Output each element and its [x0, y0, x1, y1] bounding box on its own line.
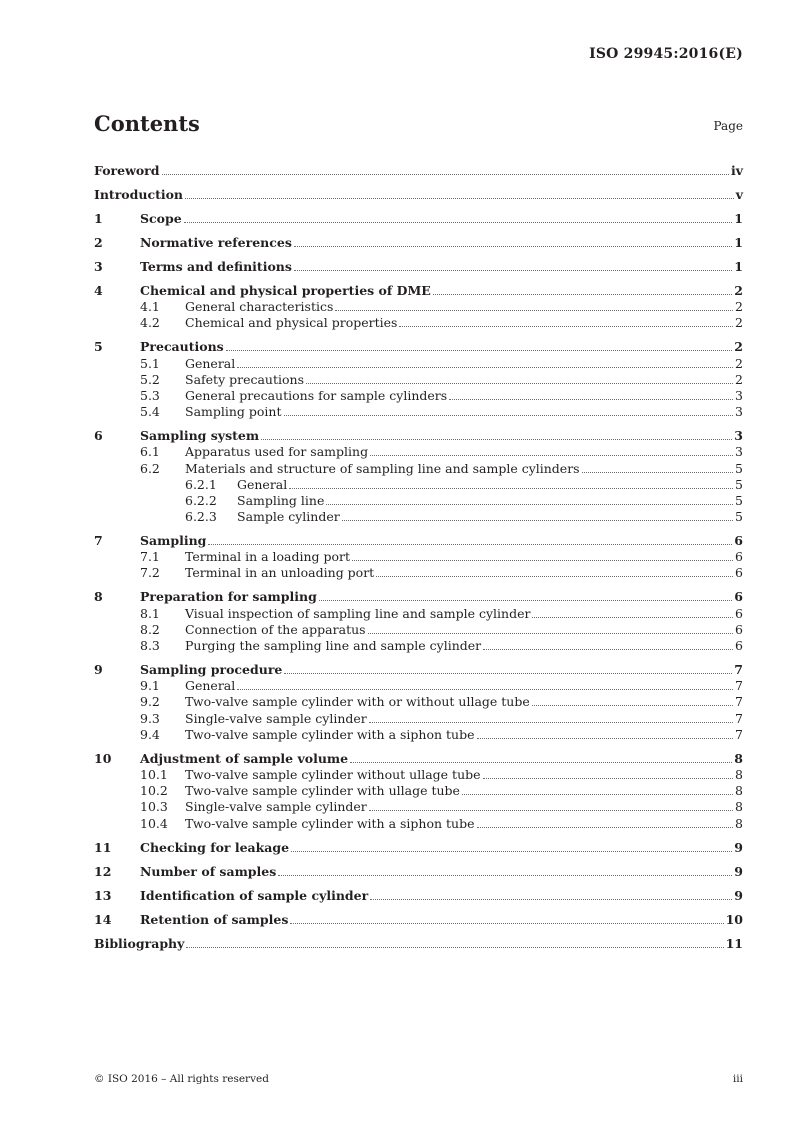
toc-entry-title: General characteristics [185, 299, 334, 315]
toc-entry-page: iv [730, 163, 743, 178]
toc-entry[interactable] [94, 477, 743, 493]
toc-entry[interactable] [94, 509, 743, 525]
toc-entry[interactable] [94, 388, 743, 404]
toc-entry-title: Apparatus used for sampling [185, 444, 369, 460]
dot-leader [284, 673, 732, 674]
dot-leader [184, 222, 733, 223]
dot-leader [162, 174, 729, 175]
toc-entry-number: 13 [94, 887, 112, 903]
toc-entry-number: 2 [94, 235, 103, 250]
dot-leader [326, 504, 733, 505]
toc-entry-title: Foreword [94, 163, 160, 178]
toc-entry[interactable] [94, 275, 743, 299]
dot-leader [294, 270, 732, 271]
toc-entry-page: 5 [735, 509, 743, 525]
toc-entry[interactable] [94, 460, 743, 476]
toc-entry-number: 9.3 [140, 710, 160, 726]
toc-entry[interactable] [94, 654, 743, 678]
toc-entry-number: 6.2 [140, 460, 160, 476]
toc-entry-number: 8.3 [140, 638, 160, 653]
toc-entry[interactable] [94, 315, 743, 331]
page-title: Contents [94, 111, 200, 136]
toc-entry-page: 6 [735, 605, 743, 621]
toc-entry-title: General [185, 678, 236, 694]
toc-entry[interactable] [94, 832, 743, 856]
toc-entry-title: Preparation for sampling [140, 589, 317, 605]
toc-entry-page: 5 [735, 476, 743, 492]
toc-entry-number: 4.2 [140, 315, 160, 331]
dot-leader [319, 600, 732, 601]
dot-leader [350, 762, 732, 763]
toc-entry-title: Chemical and physical properties [185, 315, 398, 331]
toc-entry-number: 10 [94, 750, 112, 766]
toc-entry[interactable] [94, 251, 743, 275]
toc-entry-number: 8.1 [140, 605, 160, 621]
toc-entry-page: 2 [735, 315, 743, 331]
toc-entry-page: 9 [734, 839, 743, 855]
toc-entry-page: 2 [734, 339, 743, 355]
toc-entry-number: 10.4 [140, 815, 168, 831]
dot-leader [462, 794, 733, 795]
toc-entry-title: Terminal in an unloading port [185, 565, 375, 581]
toc-entry[interactable] [94, 678, 743, 694]
toc-entry[interactable] [94, 710, 743, 726]
toc-entry[interactable] [94, 694, 743, 710]
toc-entry-number: 11 [94, 839, 112, 855]
toc-entry-number: 8.2 [140, 621, 160, 637]
toc-entry-title: Two-valve sample cylinder with a siphon tube [185, 726, 475, 742]
toc-entry-page: 1 [734, 235, 743, 250]
toc-entry-title: General precautions for sample cylinders [185, 387, 448, 403]
toc-entry-page: 2 [735, 299, 743, 315]
toc-entry-title: Number of samples [140, 863, 277, 879]
toc-entry[interactable] [94, 331, 743, 355]
toc-entry-number: 6.2.1 [185, 476, 217, 492]
toc-entry-page: 5 [735, 460, 743, 476]
toc-entry-page: 7 [735, 694, 743, 710]
dot-leader [477, 738, 734, 739]
toc-entry-page: 8 [735, 815, 743, 831]
toc-entry-page: 9 [734, 863, 743, 879]
toc-entry-number: 6.2.2 [185, 492, 217, 508]
toc-entry[interactable] [94, 565, 743, 581]
page-number: iii [732, 1073, 743, 1085]
toc-entry-title: General [185, 355, 236, 371]
toc-entry[interactable] [94, 622, 743, 638]
dot-leader [237, 367, 733, 368]
dot-leader [261, 439, 732, 440]
toc-entry-number: 3 [94, 259, 103, 274]
toc-entry-title: Normative references [140, 235, 292, 250]
toc-entry-page: 6 [735, 638, 743, 653]
dot-leader [226, 350, 733, 351]
toc-entry-title: Safety precautions [185, 371, 304, 387]
toc-entry-title: General [237, 476, 288, 492]
toc-entry-title: Chemical and physical properties of DME [140, 283, 431, 298]
toc-entry-title: Visual inspection of sampling line and sample cylinder [185, 605, 531, 621]
toc-entry[interactable] [94, 227, 743, 251]
toc-entry[interactable] [94, 880, 743, 904]
table-of-contents [94, 155, 743, 952]
toc-entry[interactable] [94, 203, 743, 227]
document-reference: ISO 29945:2016(E) [589, 46, 743, 62]
toc-entry-title: Materials and structure of sampling line and sample cylinders [185, 460, 580, 476]
toc-entry-title: Two-valve sample cylinder with a siphon tube [185, 815, 475, 831]
toc-entry-page: 7 [735, 726, 743, 742]
toc-entry[interactable] [94, 299, 743, 315]
toc-entry[interactable] [94, 420, 743, 444]
toc-entry-number: 10.2 [140, 783, 168, 799]
toc-entry-title: Sampling system [140, 428, 260, 444]
page-column-label: Page [713, 119, 743, 133]
toc-entry-number: 14 [94, 911, 112, 927]
toc-entry-number: 7.1 [140, 549, 160, 565]
dot-leader [370, 899, 732, 900]
dot-leader [399, 326, 733, 327]
toc-entry-page: 5 [735, 492, 743, 508]
dot-leader [185, 198, 734, 199]
dot-leader [369, 722, 733, 723]
toc-entry-page: 10 [725, 911, 743, 927]
toc-entry-page: 8 [735, 766, 743, 782]
toc-entry-title: Bibliography [94, 935, 185, 951]
toc-entry[interactable] [94, 815, 743, 831]
toc-entry-page: 3 [735, 444, 743, 460]
toc-entry-title: Sampling [140, 533, 207, 549]
toc-entry-page: 7 [734, 662, 743, 677]
toc-entry-title: Sampling procedure [140, 662, 283, 677]
toc-entry-title: Introduction [94, 187, 184, 202]
toc-entry-title: Single-valve sample cylinder [185, 799, 367, 815]
toc-entry-page: 2 [734, 283, 743, 298]
toc-entry-number: 9.4 [140, 726, 160, 742]
toc-entry[interactable] [94, 799, 743, 815]
toc-entry-page: 8 [734, 750, 743, 766]
dot-leader [342, 520, 733, 521]
toc-entry-number: 4 [94, 283, 103, 298]
toc-entry[interactable] [94, 355, 743, 371]
toc-entry-page: 8 [735, 783, 743, 799]
toc-entry-number: 6.1 [140, 444, 160, 460]
toc-entry-page: 7 [735, 710, 743, 726]
toc-entry-title: Sampling line [237, 492, 325, 508]
toc-entry-number: 10.3 [140, 799, 168, 815]
toc-entry[interactable] [94, 638, 743, 654]
dot-leader [433, 294, 732, 295]
toc-entry-number: 9 [94, 662, 103, 677]
dot-leader [369, 810, 733, 811]
toc-entry-page: 2 [735, 371, 743, 387]
toc-entry[interactable] [94, 525, 743, 549]
toc-entry[interactable] [94, 904, 743, 928]
dot-leader [376, 576, 733, 577]
dot-leader [368, 633, 733, 634]
toc-entry-title: Sample cylinder [237, 509, 340, 525]
toc-entry-page: 3 [735, 387, 743, 403]
toc-entry-number: 10.1 [140, 766, 168, 782]
toc-entry[interactable] [94, 404, 743, 420]
toc-entry[interactable] [94, 155, 743, 179]
toc-entry-title: Retention of samples [140, 911, 289, 927]
toc-entry-page: 1 [734, 211, 743, 226]
dot-leader [477, 827, 734, 828]
dot-leader [284, 415, 734, 416]
toc-entry-title: Checking for leakage [140, 839, 290, 855]
toc-entry-page: 7 [735, 678, 743, 694]
toc-entry-title: Purging the sampling line and sample cylinder [185, 638, 482, 653]
toc-entry-page: 6 [734, 533, 743, 549]
toc-entry-page: 1 [734, 259, 743, 274]
toc-entry[interactable] [94, 605, 743, 621]
toc-entry[interactable] [94, 743, 743, 767]
toc-entry-page: 6 [735, 549, 743, 565]
toc-entry[interactable] [94, 928, 743, 952]
toc-entry-number: 4.1 [140, 299, 160, 315]
toc-entry-title: Terms and definitions [140, 259, 292, 274]
toc-entry[interactable] [94, 581, 743, 605]
toc-entry-number: 5.2 [140, 371, 160, 387]
toc-entry-title: Precautions [140, 339, 224, 355]
toc-entry-number: 1 [94, 211, 103, 226]
toc-entry-title: Adjustment of sample volume [140, 750, 349, 766]
toc-entry[interactable] [94, 493, 743, 509]
dot-leader [532, 705, 733, 706]
toc-entry-number: 8 [94, 589, 103, 605]
toc-entry-title: Connection of the apparatus [185, 621, 366, 637]
dot-leader [294, 246, 732, 247]
toc-entry-page: 2 [735, 355, 743, 371]
toc-entry-title: Scope [140, 211, 182, 226]
dot-leader [208, 544, 732, 545]
dot-leader [483, 778, 734, 779]
copyright-notice: © ISO 2016 – All rights reserved [94, 1073, 269, 1085]
toc-entry-title: Two-valve sample cylinder without ullage tube [185, 766, 481, 782]
toc-entry[interactable] [94, 727, 743, 743]
dot-leader [483, 649, 733, 650]
toc-entry-number: 5.1 [140, 355, 160, 371]
toc-entry-page: 6 [734, 589, 743, 605]
toc-entry-number: 6.2.3 [185, 509, 217, 525]
toc-entry-page: 8 [735, 799, 743, 815]
toc-entry-page: 6 [735, 565, 743, 581]
toc-entry[interactable] [94, 179, 743, 203]
toc-entry-number: 5.3 [140, 387, 160, 403]
toc-entry[interactable] [94, 549, 743, 565]
dot-leader [352, 560, 733, 561]
toc-entry[interactable] [94, 372, 743, 388]
toc-entry-number: 12 [94, 863, 112, 879]
dot-leader [532, 617, 733, 618]
toc-entry-title: Sampling point [185, 404, 282, 420]
toc-entry-number: 9.1 [140, 678, 160, 694]
toc-entry-title: Terminal in a loading port [185, 549, 351, 565]
toc-entry[interactable] [94, 783, 743, 799]
toc-entry[interactable] [94, 856, 743, 880]
toc-entry-page: 3 [734, 428, 743, 444]
toc-entry-page: 9 [734, 887, 743, 903]
toc-entry-title: Two-valve sample cylinder with ullage tube [185, 783, 460, 799]
toc-entry-number: 9.2 [140, 694, 160, 710]
toc-entry[interactable] [94, 444, 743, 460]
toc-entry-number: 6 [94, 428, 103, 444]
dot-leader [290, 923, 723, 924]
dot-leader [237, 689, 733, 690]
toc-entry-number: 5 [94, 339, 103, 355]
toc-entry-page: 6 [735, 621, 743, 637]
dot-leader [291, 851, 732, 852]
dot-leader [278, 875, 732, 876]
dot-leader [449, 399, 733, 400]
toc-entry-number: 5.4 [140, 404, 160, 420]
toc-entry-page: 3 [735, 404, 743, 420]
toc-entry[interactable] [94, 767, 743, 783]
dot-leader [306, 383, 733, 384]
toc-entry-page: v [735, 187, 743, 202]
dot-leader [335, 310, 733, 311]
toc-entry-number: 7 [94, 533, 103, 549]
toc-entry-number: 7.2 [140, 565, 160, 581]
dot-leader [289, 488, 733, 489]
dot-leader [186, 947, 723, 948]
dot-leader [370, 455, 733, 456]
dot-leader [582, 472, 733, 473]
toc-entry-title: Identification of sample cylinder [140, 887, 369, 903]
toc-entry-page: 11 [725, 935, 743, 951]
toc-entry-title: Two-valve sample cylinder with or without ullage tube [185, 694, 530, 710]
toc-entry-title: Single-valve sample cylinder [185, 710, 367, 726]
